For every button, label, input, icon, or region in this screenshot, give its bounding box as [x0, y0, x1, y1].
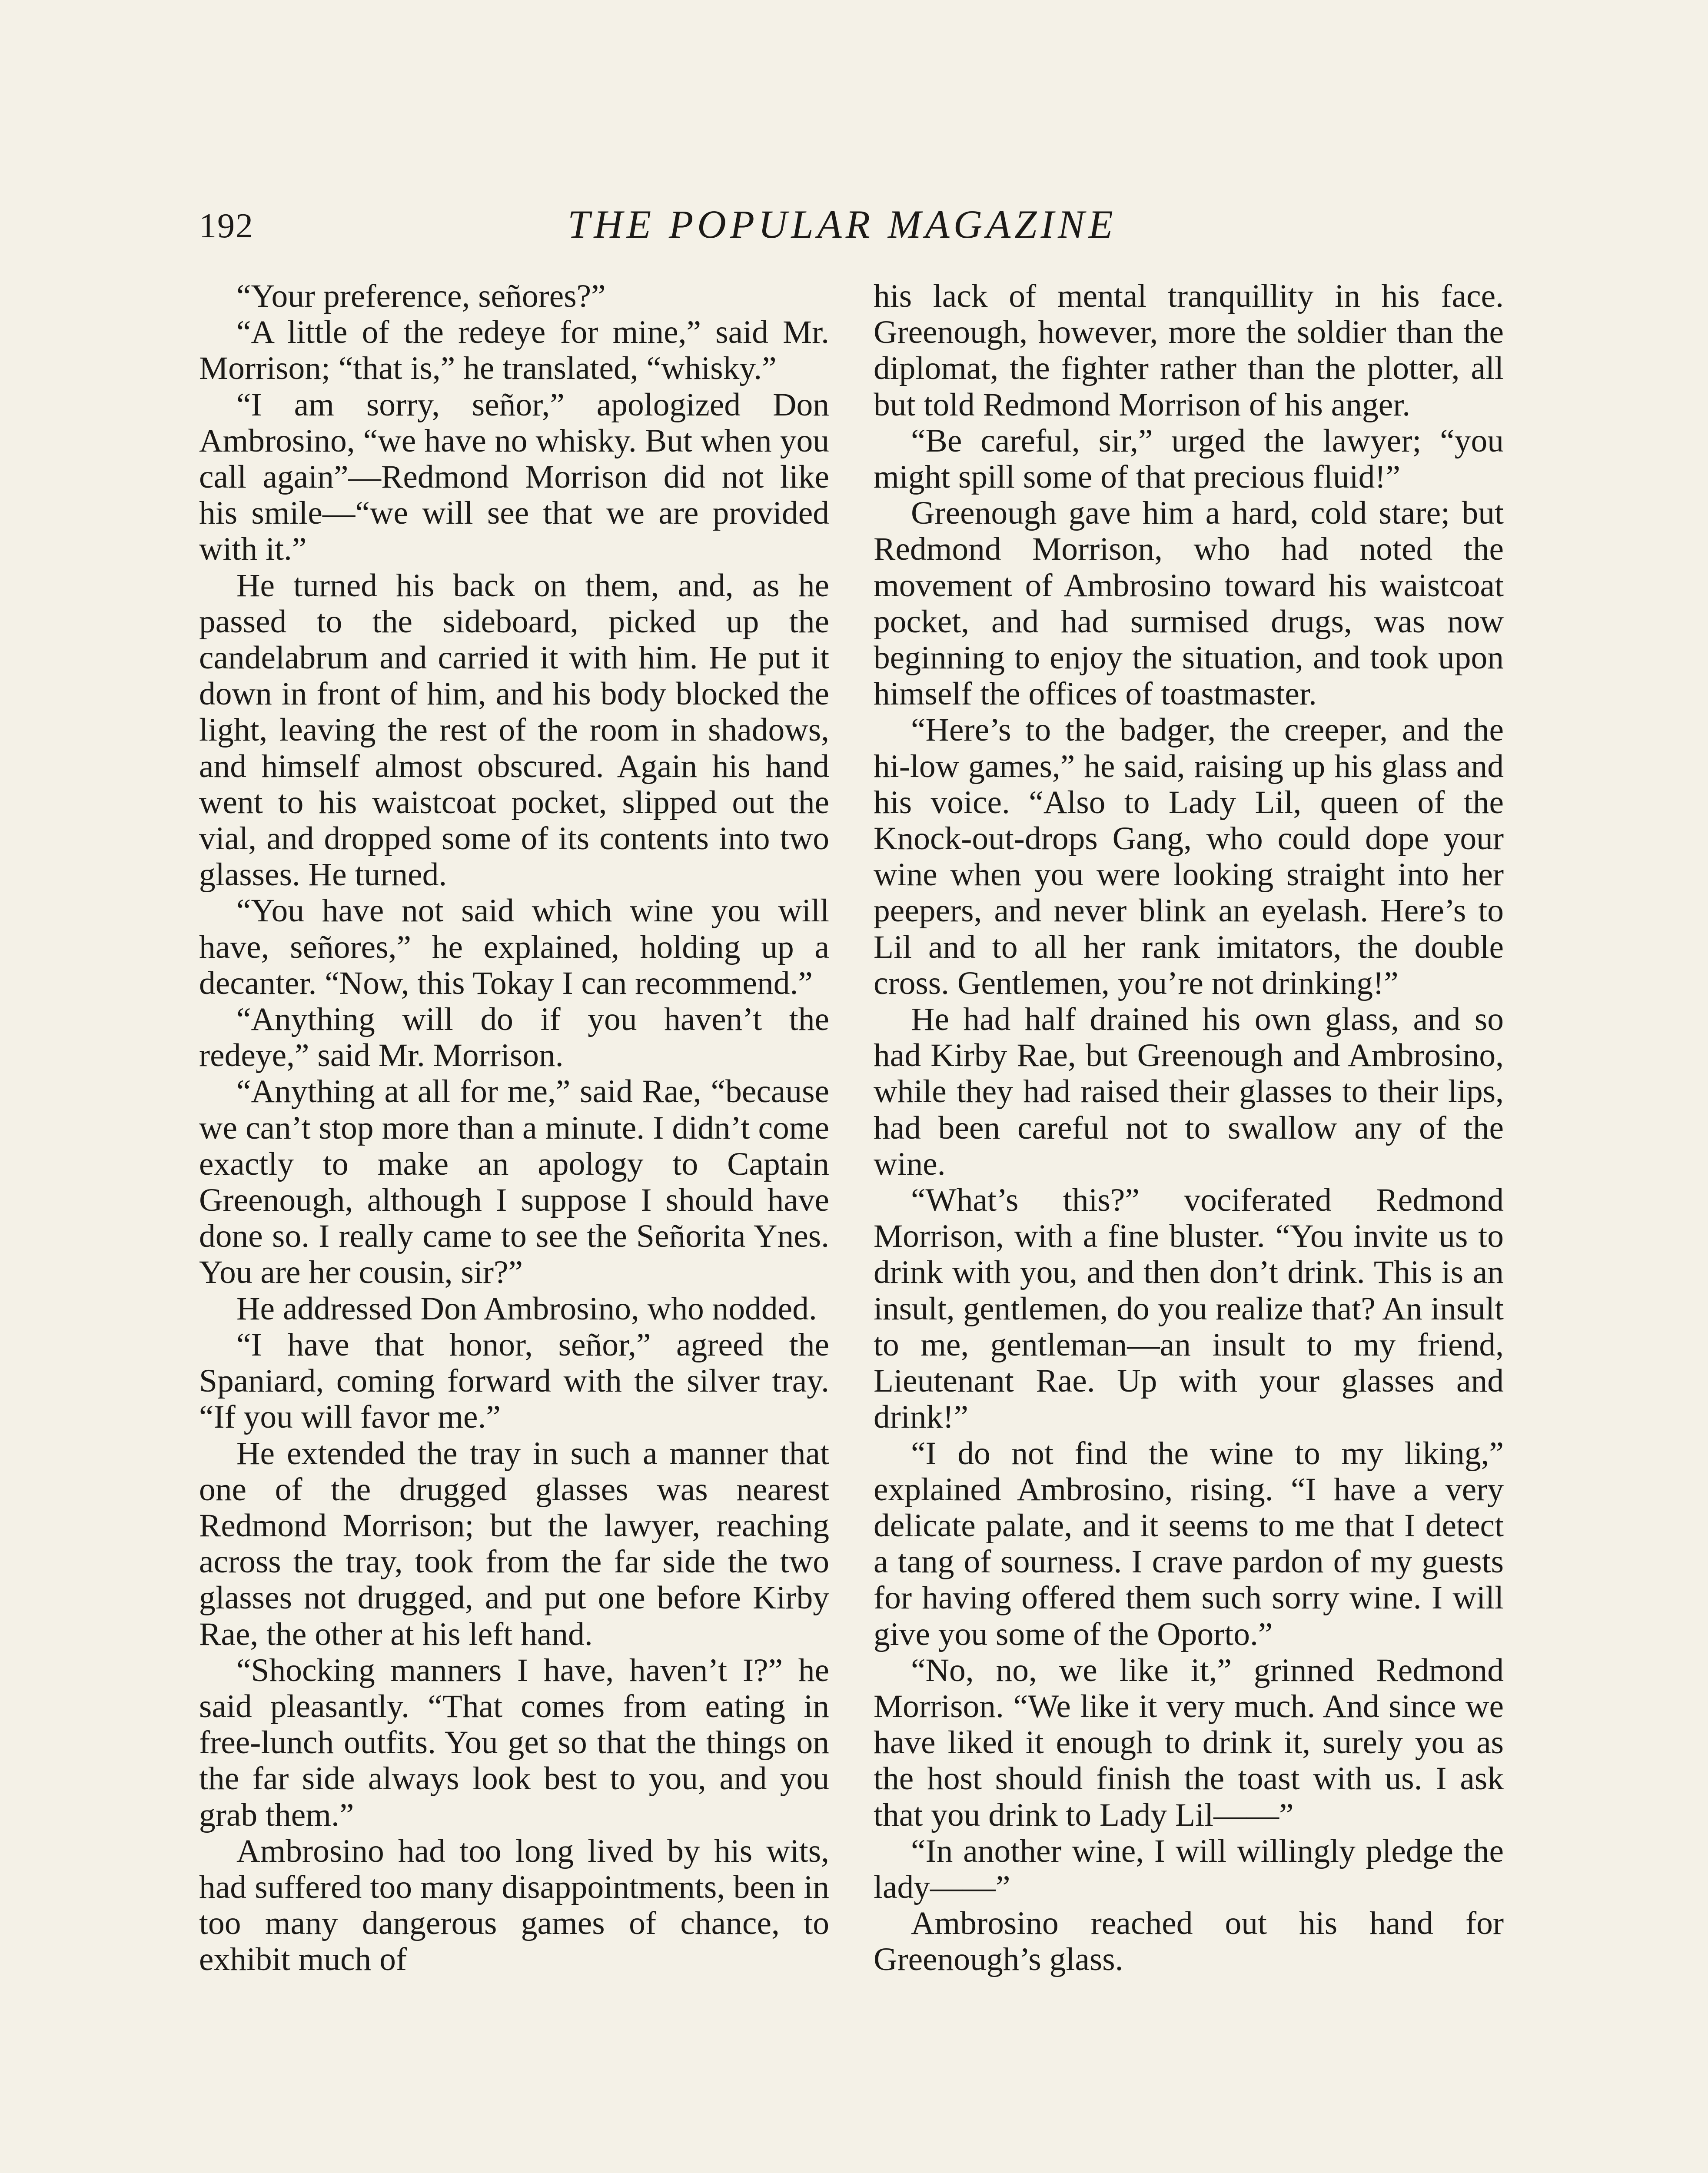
paragraph: “A little of the redeye for mine,” said Mr. Morrison; “that is,” he translated, “whisky.”: [199, 314, 829, 387]
paragraph: Ambrosino reached out his hand for Greenough’s glass.: [874, 1905, 1504, 1978]
paragraph: “Be careful, sir,” urged the lawyer; “you might spill some of that precious fluid!”: [874, 422, 1504, 495]
paragraph: “What’s this?” vociferated Redmond Morrison, with a fine bluster. “You invite us to drink with you, and then don’t drink. This is an insult, gentlemen, do you realize that? An insult to me, gentleman—an insult to my friend, Lieutenant Rae. Up with your glasses and drink!”: [874, 1182, 1504, 1435]
paragraph: “Here’s to the badger, the creeper, and the hi-low games,” he said, raising up his glass and his voice. “Also to Lady Lil, queen of the Knock-out-drops Gang, who could dope your wine when you were looking straight into her peepers, and never blink an eyelash. Here’s to Lil and to all her rank imitators, the double cross. Gentlemen, you’re not drinking!”: [874, 712, 1504, 1001]
paragraph: “Your preference, señores?”: [236, 278, 606, 314]
paragraph: He addressed Don Ambrosino, who nodded.: [236, 1290, 817, 1327]
paragraph: He extended the tray in such a manner that one of the drugged glasses was nearest Redmond Morrison; but the lawyer, reaching across the tray, took from the far side the two glasses not drugged, and put one before Kirby Rae, the other at his left hand.: [199, 1435, 829, 1652]
paragraph: “Anything will do if you haven’t the redeye,” said Mr. Morrison.: [199, 1001, 829, 1074]
paragraph: “Shocking manners I have, haven’t I?” he said pleasantly. “That comes from eating in free-lunch outfits. You get so that the things on the far side always look best to you, and you grab them.”: [199, 1652, 829, 1833]
running-title: THE POPULAR MAGAZINE: [568, 202, 1117, 246]
paragraph: “Anything at all for me,” said Rae, “because we can’t stop more than a minute. I didn’t come exactly to make an apology to Captain Greenough, although I suppose I should have done so. I really came to see the Señorita Ynes. You are her cousin, sir?”: [199, 1073, 829, 1291]
paragraph: “I do not find the wine to my liking,” explained Ambrosino, rising. “I have a very delicate palate, and it seems to me that I detect a tang of sourness. I crave pardon of my guests for having offered them such sorry wine. I will give you some of the Oporto.”: [874, 1435, 1504, 1652]
paragraph: “I have that honor, señor,” agreed the Spaniard, coming forward with the silver tray. “If you will favor me.”: [199, 1326, 829, 1435]
page-header: [199, 198, 1485, 263]
paragraph: He had half drained his own glass, and so had Kirby Rae, but Greenough and Ambrosino, while they had raised their glasses to their lips, had been careful not to swallow any of the wine.: [874, 1001, 1504, 1182]
paragraph: Greenough gave him a hard, cold stare; but Redmond Morrison, who had noted the movement of Ambrosino toward his waistcoat pocket, and had surmised drugs, was now beginning to enjoy the situation, and took upon himself the offices of toastmaster.: [874, 495, 1504, 712]
paragraph: “No, no, we like it,” grinned Redmond Morrison. “We like it very much. And since we have liked it enough to drink it, surely you as the host should finish the toast with us. I ask that you drink to Lady Lil——”: [874, 1652, 1504, 1833]
paragraph: “In another wine, I will willingly pledge the lady——”: [874, 1833, 1504, 1905]
text-column-left: [199, 278, 829, 1978]
paragraph: He turned his back on them, and, as he passed to the sideboard, picked up the candelabrum and carried it with him. He put it down in front of him, and his body blocked the light, leaving the rest of the room in shadows, and himself almost obscured. Again his hand went to his waistcoat pocket, slipped out the vial, and dropped some of its contents into two glasses. He turned.: [199, 567, 829, 893]
paragraph: “You have not said which wine you will have, señores,” he explained, holding up a decanter. “Now, this Tokay I can recommend.”: [199, 893, 829, 1001]
page-number: 192: [199, 207, 254, 245]
text-column-right: [874, 278, 1504, 1978]
paragraph: “I am sorry, señor,” apologized Don Ambrosino, “we have no whisky. But when you call again”—Redmond Morrison did not like his smile—“we will see that we are provided with it.”: [199, 386, 829, 568]
paragraph: Ambrosino had too long lived by his wits, had suffered too many disappointments, been in too many dangerous games of chance, to exhibit much of: [199, 1833, 829, 1978]
paragraph-continued: his lack of mental tranquillity in his face. Greenough, however, more the soldier than the diplomat, the fighter rather than the plotter, all but told Redmond Morrison of his anger.: [874, 278, 1504, 423]
